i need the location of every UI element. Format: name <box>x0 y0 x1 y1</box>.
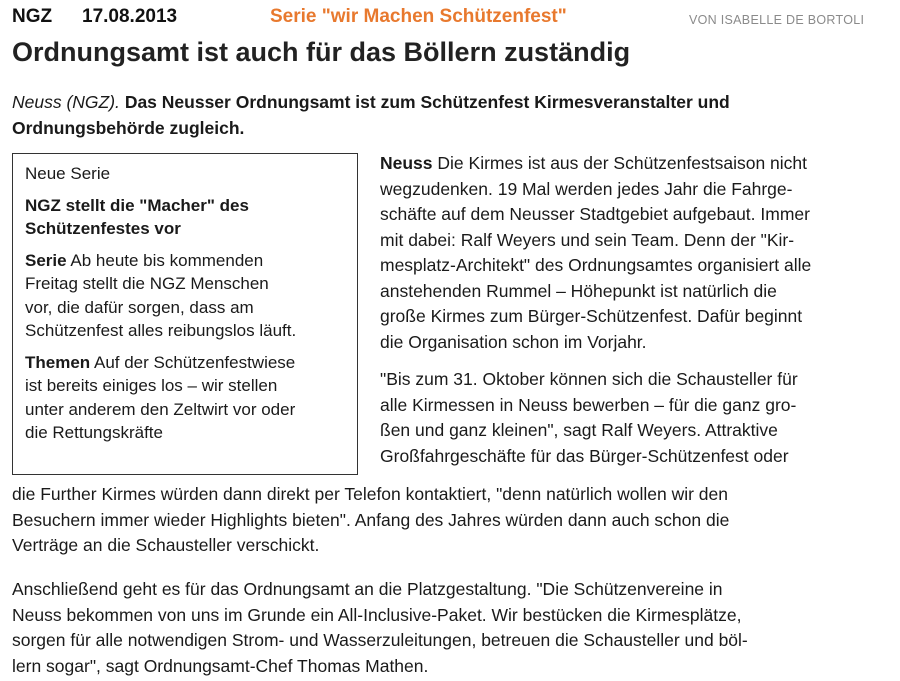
lead-paragraph <box>12 89 882 141</box>
info-box-kicker: Neue Serie <box>25 164 111 183</box>
body-line: mesplatz-Architekt" des Ordnungsamtes organisiert alle <box>380 255 812 275</box>
headline: Ordnungsamt ist auch für das Böllern zuständig <box>12 37 631 67</box>
themen-line: Auf der Schützenfestwiese <box>93 352 296 372</box>
body-line: wegzudenken. 19 Mal werden jedes Jahr die Fahrge- <box>380 178 793 199</box>
body-line: die Organisation schon im Vorjahr. <box>380 331 647 352</box>
body-line: sorgen für alle notwendigen Strom- und Wasserzuleitungen, betreuen die Schausteller und böl- <box>12 630 748 650</box>
body-line: mit dabei: Ralf Weyers und sein Team. Denn der "Kir- <box>380 229 795 250</box>
themen-line: ist bereits einiges los – wir stellen <box>25 376 278 395</box>
body-paragraph-1 <box>380 151 888 355</box>
lead-location: Neuss (NGZ). <box>12 92 120 112</box>
body-line: Besuchern immer wieder Highlights bieten". Anfang des Jahres würden dann auch schon die <box>12 509 730 530</box>
body-line: schäfte auf dem Neusser Stadtgebiet aufgebaut. Immer <box>380 204 810 224</box>
body-line: große Kirmes zum Bürger-Schützenfest. Dafür beginnt <box>380 306 803 326</box>
series-title: Serie "wir Machen Schützenfest" <box>270 6 567 27</box>
body-line: Neuss bekommen von uns im Grunde ein All-Inclusive-Paket. Wir bestücken die Kirmesplätze, <box>12 604 742 625</box>
body-line: "Bis zum 31. Oktober können sich die Schausteller für <box>380 369 798 389</box>
body-line: Großfahrgeschäfte für das Bürger-Schützenfest oder <box>380 445 789 466</box>
themen-line: unter anderem den Zeltwirt vor oder <box>25 399 296 419</box>
source-label: NGZ <box>12 6 53 27</box>
body-line: die Further Kirmes würden dann direkt per Telefon kontaktiert, "denn natürlich wollen wir den <box>12 484 728 504</box>
publication-date: 17.08.2013 <box>82 6 178 27</box>
body-line: Anschließend geht es für das Ordnungsamt an die Platzgestaltung. "Die Schützenvereine in <box>12 579 723 599</box>
body-line: Verträge an die Schausteller verschickt. <box>12 535 320 555</box>
body-paragraph-2-continued <box>12 482 892 559</box>
themen-label: Themen <box>25 352 91 372</box>
body-line: alle Kirmessen in Neuss bewerben – für die ganz gro- <box>380 394 797 415</box>
paragraph-gap <box>380 355 888 367</box>
info-box-title-line: NGZ stellt die "Macher" des <box>25 195 249 215</box>
serie-label: Serie <box>25 250 67 270</box>
themen-line: die Rettungskräfte <box>25 423 163 442</box>
paragraph-kicker: Neuss <box>380 153 433 173</box>
serie-line: vor, die dafür sorgen, dass am <box>25 297 254 317</box>
info-box-themen <box>25 351 345 445</box>
body-paragraph-3 <box>12 577 892 679</box>
right-column <box>380 151 888 469</box>
author-byline: VON ISABELLE DE BORTOLI <box>689 13 865 27</box>
info-box-serie <box>25 249 345 343</box>
body-paragraph-2-start <box>380 367 888 469</box>
lead-text: Das Neusser Ordnungsamt ist zum Schützenfest Kirmesveranstalter und Ordnungsbehörde zugleich. <box>12 92 730 138</box>
serie-line: Freitag stellt die NGZ Menschen <box>25 274 269 293</box>
info-box <box>12 153 358 475</box>
info-box-title-line: Schützenfestes vor <box>25 219 181 238</box>
body-line: anstehenden Rummel – Höhepunkt ist natürlich die <box>380 280 777 301</box>
body-line: lern sogar", sagt Ordnungsamt-Chef Thomas Mathen. <box>12 655 429 676</box>
info-box-title <box>25 194 345 241</box>
article-header <box>12 6 892 30</box>
body-line: Die Kirmes ist aus der Schützenfestsaison nicht <box>437 153 808 173</box>
serie-line: Schützenfest alles reibungslos läuft. <box>25 321 297 340</box>
serie-line: Ab heute bis kommenden <box>70 250 264 270</box>
body-line: ßen und ganz kleinen", sagt Ralf Weyers. Attraktive <box>380 420 778 440</box>
